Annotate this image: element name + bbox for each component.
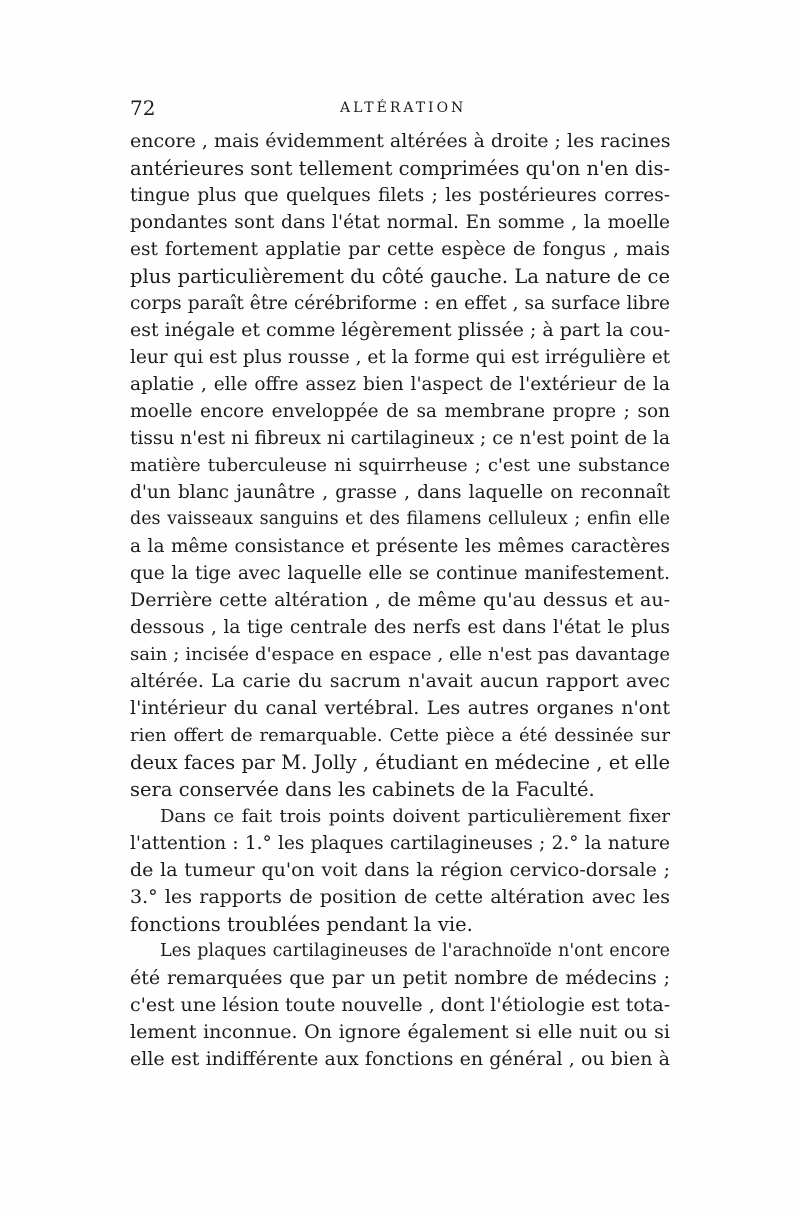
running-title: ALTÉRATION [340,100,467,116]
text-line: antérieures sont tellement comprimées qu'on n'en dis- [130,157,671,180]
text-line: aplatie , elle offre assez bien l'aspect de l'extérieur de la [130,374,670,395]
text-line: leur qui est plus rousse , et la forme qui est irrégulière et [130,347,671,368]
body-text [130,128,670,1073]
text-line: plus particulièrement du côté gauche. La nature de ce [130,265,670,288]
text-line: sain ; incisée d'espace en espace , elle n'est pas davantage [130,644,670,665]
text-line: matière tuberculeuse ni squirrheuse ; c'est une substance [130,455,670,476]
text-line: tissu n'est ni fibreux ni cartilagineux ; ce n'est point de la [130,428,670,449]
text-line: 3.° les rapports de position de cette altération avec les [130,886,670,908]
text-line: corps paraît être cérébriforme : en effet , sa surface libre [130,293,670,314]
text-line: pondantes sont dans l'état normal. En somme , la moelle [130,212,670,233]
page-header [130,96,670,122]
text-line: altérée. La carie du sacrum n'avait aucun rapport avec [130,670,670,692]
text-line: été remarquées que par un petit nombre de médecins ; [130,967,670,989]
text-line: elle est indifférente aux fonctions en général , ou bien à [130,1048,670,1070]
text-line: deux faces par M. Jolly , étudiant en médecine , et elle [130,751,670,774]
text-line: est inégale et comme légèrement plissée ; à part la cou- [130,319,671,341]
text-line: l'intérieur du canal vertébral. Les autres organes n'ont [130,697,670,719]
text-line: sera conservée dans les cabinets de la Faculté. [130,778,595,801]
text-line: c'est une lésion toute nouvelle , dont l'étiologie est tota- [130,994,671,1016]
text-line: tingue plus que quelques filets ; les postérieures corres- [130,185,670,206]
text-line: dessous , la tige centrale des nerfs est dans l'état le plus [130,617,670,638]
text-line: Les plaques cartilagineuses de l'arachnoïde n'ont encore [160,941,670,961]
text-line: Derrière cette altération , de même qu'au dessus et au- [130,589,670,611]
text-line: l'attention : 1.° les plaques cartilagineuses ; 2.° la nature [130,833,670,854]
text-line: que la tige avec laquelle elle se continue manifestement. [130,563,670,584]
text-line: lement inconnue. On ignore également si elle nuit ou si [130,1021,670,1043]
text-line: fonctions troublées pendant la vie. [130,913,473,936]
text-line: de la tumeur qu'on voit dans la région cervico-dorsale ; [130,859,670,881]
text-line: des vaisseaux sanguins et des filamens celluleux ; enfin elle [130,509,670,529]
text-line: Dans ce fait trois points doivent particulièrement fixer [160,806,670,827]
text-line: rien offert de remarquable. Cette pièce a été dessinée sur [130,725,670,746]
text-line: a la même consistance et présente les mêmes caractères [130,536,670,557]
page-number: 72 [130,96,156,120]
text-line: moelle encore enveloppée de sa membrane propre ; son [130,401,670,422]
text-line: encore , mais évidemment altérées à droite ; les racines [130,130,671,152]
text-line: est fortement applatie par cette espèce de fongus , mais [130,239,670,260]
text-line: d'un blanc jaunâtre , grasse , dans laquelle on reconnaît [130,482,670,503]
